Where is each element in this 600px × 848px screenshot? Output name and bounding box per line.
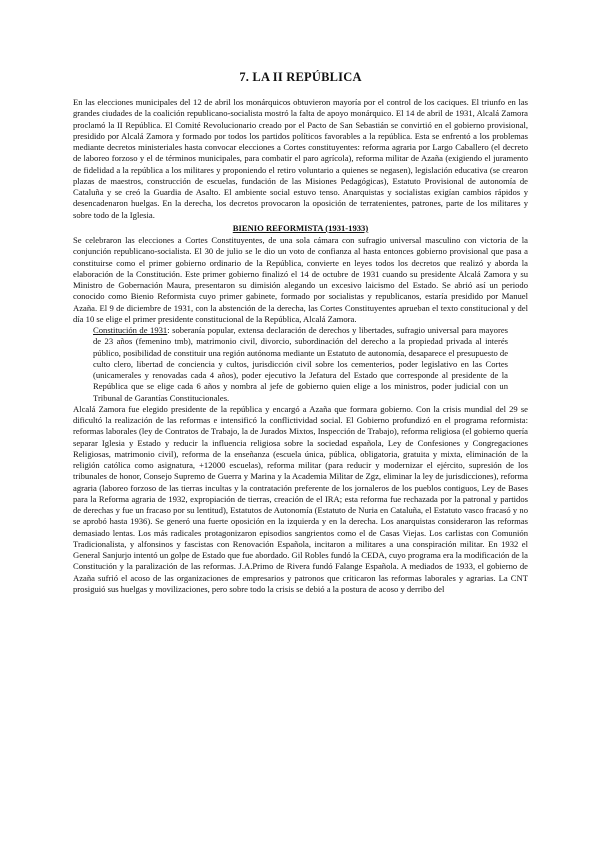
intro-paragraph: En las elecciones municipales del 12 de abril los monárquicos obtuvieron mayoría por el control de los caciques. El triunfo en las grandes ciudades de la coalición republicano-socialista mostró la falta de apoyo monárquico. El 14 de abril de 1931, Alcalá Zamora proclamó la II República. El Comité Revolucionario creado por el Pacto de San Sebastián se convirtió en el gobierno provisional, presidido por Alcalá Zamora y formado por todos los partidos políticos favorables a la república. Esta se enfrentó a los problemas mediante decretos ministeriales hasta convocar elecciones a Cortes constituyentes: reforma agraria por Largo Caballero (el decreto de laboreo forzoso y el de términos municipales, para combatir el paro agrícola), reforma militar de Azaña (exigiendo el juramento de fidelidad a la república a los militares y proponiendo el retiro voluntario a quienes se negasen), legislación educativa (se crearon plazas de maestros, construcción de escuelas, fundación de las Misiones Pedagógicas), Estatuto Provisional de autonomía de Cataluña y se creó la Guardia de Asalto. El ambiente social estuvo tenso. Anarquistas y socialistas exigían cambios rápidos y desencadenaron huelgas. En la derecha, los decretos provocaron la oposición de terratenientes, patrones, parte de los militares y sobre todo de la Iglesia.	[73, 97, 528, 220]
constitution-block	[93, 325, 508, 404]
section-heading: BIENIO REFORMISTA (1931-1933)	[232, 222, 369, 233]
constitution-label: Constitución de 1931	[93, 325, 168, 335]
bienio-paragraph-2: Alcalá Zamora fue elegido presidente de la república y encargó a Azaña que formara gobierno. Con la crisis mundial del 29 se dificultó la realización de las reformas e intensificó la conflictividad social. El Gobierno profundizó en el programa reformista: reformas laborales (ley de Contratos de Trabajo, la de Jurados Mixtos, Inspección de Trabajo), reforma religiosa (el gobierno quería separar Iglesia y Estado y reducir la influencia religiosa sobre la sociedad española, Ley de Confesiones y Congregaciones Religiosas, matrimonio civil), reforma de la enseñanza (escuela única, pública, obligatoria, gratuita y mixta, eliminación de la religión católica como asignatura, +12000 escuelas), reforma militar (para reducir y modernizar el ejército, supresión de los tribunales de honor, Consejo Supremo de Guerra y Marina y la Academia Militar de Zgz, eliminar la ley de jurisdicciones), reforma agraria (laboreo forzoso de las tierras incultas y la contratación preferente de los jornaleros de los pueblos contiguos, Ley de Bases para la Reforma agraria de 1932, expropiación de tierras, creación de el IRA; esta reforma fue rechazada por la patronal y partidos de derechas y fue un fracaso por su lentitud), Estatutos de Autonomía (Estatuto de Nuria en Cataluña, el Estatuto vasco fracasó y no se aprobó hasta 1936). Se generó una fuerte oposición en la izquierda y en la derecha. Los anarquistas consideraron las reformas demasiado lentas. Los más radicales protagonizaron episodios sangrientos como el de Casas Viejas. Los carlistas con Comunión Tradicionalista, y alfonsinos y fascistas con Renovación Española, incitaron a militares a una conspiración militar. En 1932 el General Sanjurjo intentó un golpe de Estado que fue abordado. Gil Robles fundó la CEDA, cuyo programa era la modificación de la Constitución y la paralización de las reformas. J.A.Primo de Rivera fundó Falange Española. A mediados de 1933, el gobierno de Azaña sufrió el acoso de las organizaciones de empresarios y patronos que criticaron las reformas laborales y agrarias. La CNT prosiguió sus huelgas y movilizaciones, pero sobre todo la crisis se debió a la postura de acoso y derribo del	[73, 403, 528, 594]
page-title: 7. LA II REPÚBLICA	[239, 70, 362, 84]
constitution-text: : soberanía popular, extensa declaración de derechos y libertades, sufragio universal para mayores de 23 años (femenino tmb), matrimonio civil, divorcio, subordinación del derecho a la propiedad privada al interés público, posibilidad de constituir una región autónoma mediante un Estatuto de autonomía, desaparece el presupuesto de culto clero, libertad de conciencia y cultos, jurisdicción civil sobre los cementerios, poder legislativo en las Cortes (unicamerales y renovadas cada 4 años), poder ejecutivo la Jefatura del Estado que corresponde al presidente de la República que se elige cada 6 años y nombra al jefe de gobierno quien elige a los ministros, poder judicial con un Tribunal de Garantías Constitucionales.	[93, 325, 509, 403]
bienio-paragraph-1: Se celebraron las elecciones a Cortes Constituyentes, de una sola cámara con sufragio universal masculino con victoria de la conjunción republicano-socialista. El 30 de julio se le dio un voto de confianza al hasta entonces gobierno provisional que pasa a constituirse como el primer gobierno ordinario de la República, convierte en leyes todos los decretos que realizó y aborda la elaboración de la Constitución. Este primer gobierno finalizó el 14 de octubre de 1931 cuando su presidente Alcalá Zamora y su Ministro de Gobernación Maura, presentaron su dimisión alegando un excesivo laicismo del Estado. Se abrió así un periodo conocido como Bienio Reformista cuyo primer gabinete, formado por socialistas y republicanos, estaría presidido por Manuel Azaña. El 9 de diciembre de 1931, con la abstención de la derecha, las Cortes Constituyentes aprueban el texto constitucional y del día 10 se elige el primer presidente constitucional de la República, Alcalá Zamora.	[73, 235, 528, 324]
